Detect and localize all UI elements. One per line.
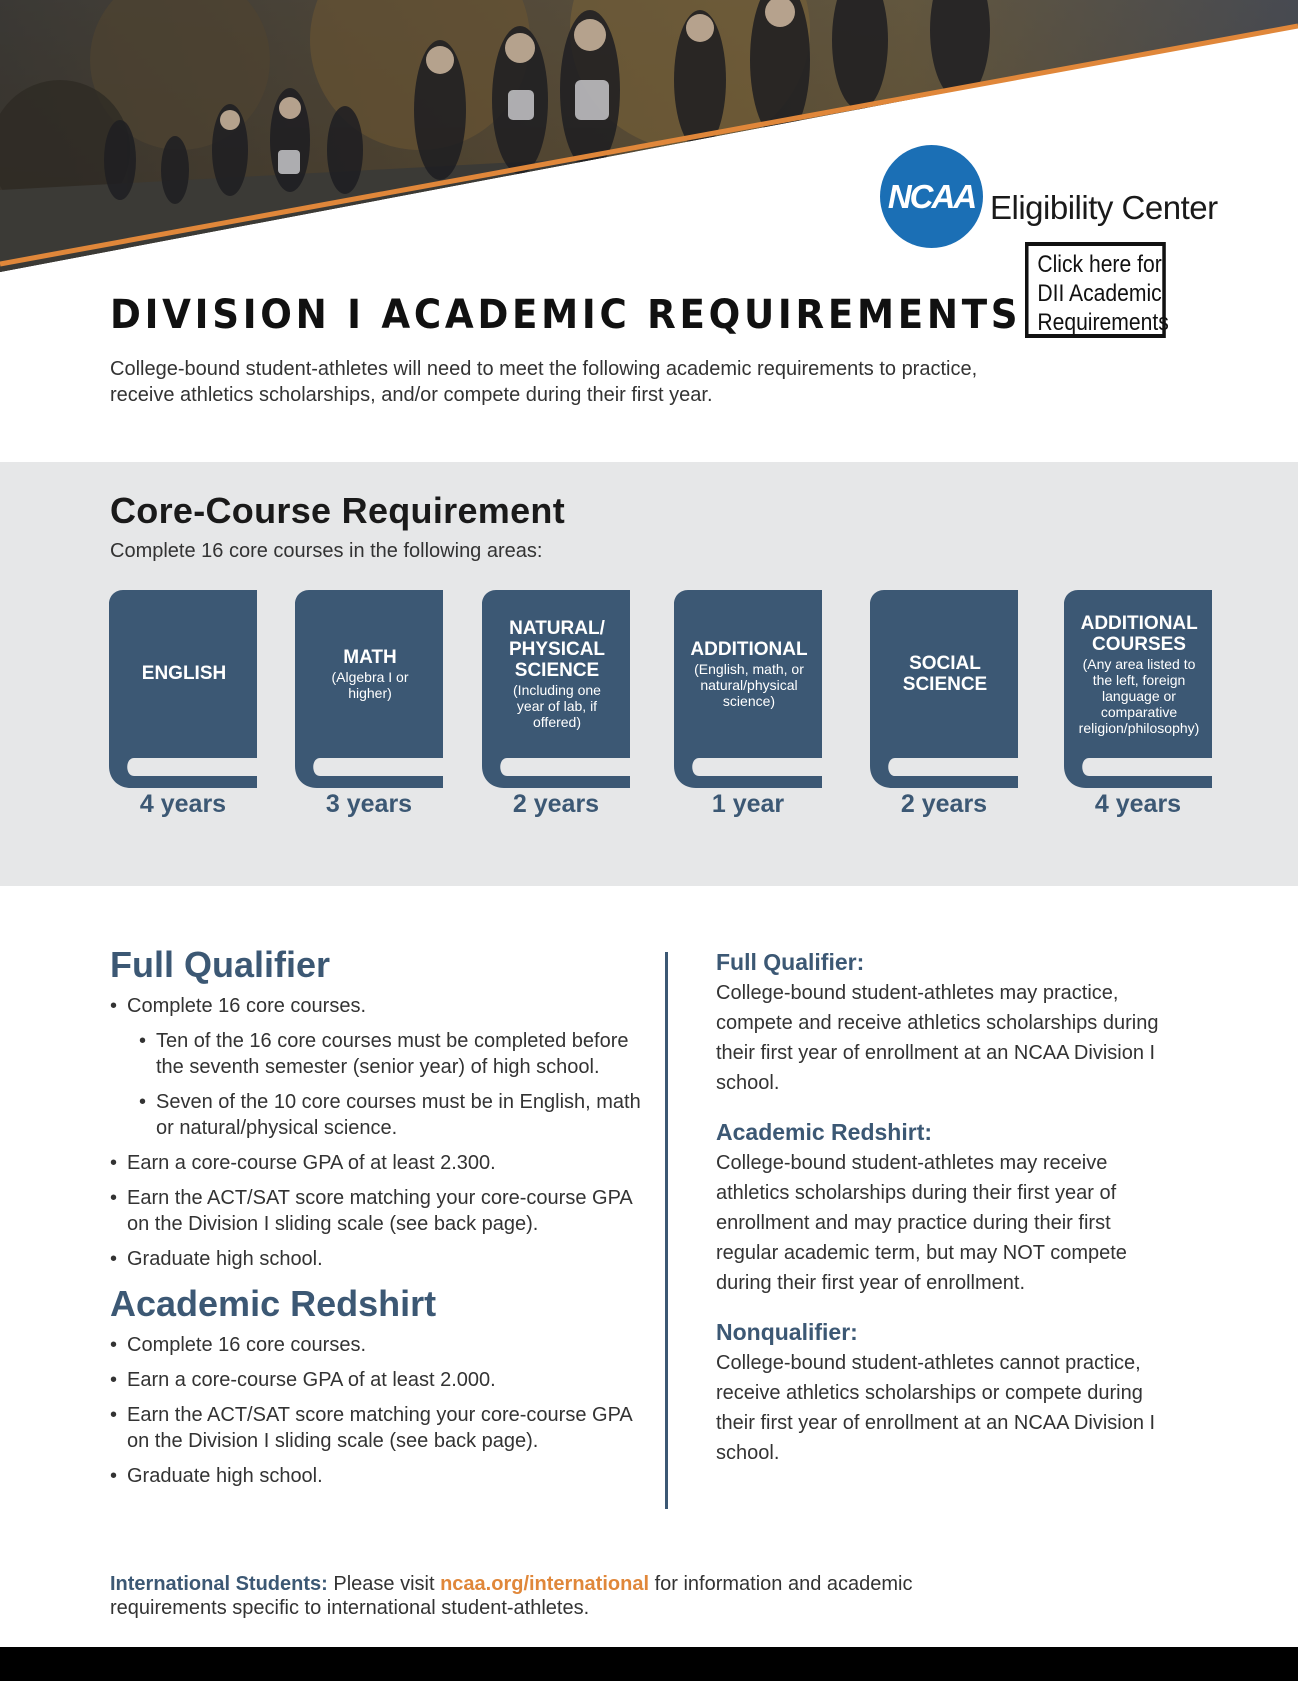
core-course-title: Core-Course Requirement (110, 490, 565, 531)
book-subject: ADDITIONAL COURSES (1080, 612, 1198, 655)
list-item: • Complete 16 core courses. (110, 1332, 650, 1358)
book-subject: ENGLISH (141, 663, 227, 684)
definition-text: College-bound student-athletes may receive athletics scholarships during their first year of enrollment and may practice during their first regular academic term, but may NOT compete during their first year of enrollment. (716, 1152, 1127, 1294)
column-divider (665, 952, 668, 1509)
list-item: • Earn a core-course GPA of at least 2.000. (110, 1367, 650, 1393)
international-link[interactable]: ncaa.org/international (440, 1573, 650, 1595)
dii-link-line3: Requirements (1037, 309, 1169, 336)
international-pre: Please visit (333, 1573, 435, 1595)
book-subject: MATH (343, 647, 397, 668)
book-note: (Including one year of lab, if offered) (513, 682, 601, 730)
book-note: (Algebra I or higher) (331, 669, 409, 701)
ncaa-disc-icon (880, 145, 983, 248)
list-item: • Earn a core-course GPA of at least 2.300. (110, 1150, 650, 1176)
list-item: • Graduate high school. (110, 1246, 650, 1272)
list-item: • Ten of the 16 core courses must be completed before the seventh semester (senior year) of high school. (139, 1028, 650, 1080)
dii-requirements-link[interactable] (1025, 242, 1169, 338)
list-item: • Earn the ACT/SAT score matching your core-course GPA on the Division I sliding scale (see back page). (110, 1402, 650, 1454)
academic-redshirt-list (110, 1332, 650, 1489)
definition-term: Full Qualifier: (716, 949, 865, 975)
ncaa-logo-mark: NCAA (887, 177, 976, 215)
page-title: DIVISION I ACADEMIC REQUIREMENTS (110, 292, 1022, 338)
full-qualifier-heading: Full Qualifier (110, 944, 331, 985)
list-item: • Seven of the 10 core courses must be in English, math or natural/physical science. (139, 1089, 650, 1141)
academic-redshirt-heading: Academic Redshirt (110, 1283, 437, 1324)
book-english (109, 590, 257, 818)
book-math (295, 590, 443, 818)
list-item: • Complete 16 core courses. (110, 993, 650, 1019)
international-post: for information and academic requirements specific to international student-athletes. (110, 1573, 913, 1619)
book-years: 2 years (512, 790, 600, 818)
definition-term: Nonqualifier: (716, 1319, 858, 1345)
book-years: 3 years (325, 790, 413, 818)
international-students-note (110, 1572, 1010, 1620)
definition-term: Academic Redshirt: (716, 1119, 933, 1145)
international-label: International Students: (110, 1573, 328, 1595)
book-natural-physical-science (482, 590, 630, 818)
core-course-section (0, 462, 1298, 886)
book-note: (Any area listed to the left, foreign language or comparative religion/philosophy) (1078, 655, 1200, 736)
definition-text: College-bound student-athletes may practice, compete and receive athletics scholarships during their first year of enrollment at an NCAA Division I school. (716, 982, 1159, 1094)
requirements-column (110, 945, 650, 1498)
list-item: • Graduate high school. (110, 1463, 650, 1489)
full-qualifier-list (110, 993, 650, 1272)
dii-link-line1: Click here for (1037, 251, 1162, 278)
definitions-column (716, 948, 1166, 1488)
book-subject: ADDITIONAL (690, 639, 808, 660)
book-social-science (870, 590, 1018, 818)
book-years: 4 years (1094, 790, 1182, 818)
ncaa-eligibility-logo (880, 145, 1240, 250)
core-course-subtitle: Complete 16 core courses in the following areas: (110, 540, 543, 562)
book-additional-courses (1064, 590, 1212, 818)
book-years: 4 years (139, 790, 227, 818)
dii-link-line2: DII Academic (1037, 280, 1162, 307)
eligibility-center-text: Eligibility Center (990, 189, 1218, 226)
book-subject: NATURAL/ PHYSICAL SCIENCE (508, 618, 606, 681)
bottom-bar (0, 1647, 1298, 1681)
book-note: (English, math, or natural/physical science) (694, 661, 804, 709)
definition-text: College-bound student-athletes cannot practice, receive athletics scholarships or compete during their first year of enrollment at an NCAA Division I school. (716, 1352, 1156, 1464)
book-years: 2 years (900, 790, 988, 818)
book-additional (674, 590, 822, 818)
book-subject: SOCIAL SCIENCE (902, 652, 988, 695)
intro-text: College-bound student-athletes will need to meet the following academic requirements to practice, receive athletics scholarships, and/or compete during their first year. (110, 358, 978, 406)
book-years: 1 year (711, 790, 785, 818)
list-item: • Earn the ACT/SAT score matching your core-course GPA on the Division I sliding scale (see back page). (110, 1185, 650, 1237)
